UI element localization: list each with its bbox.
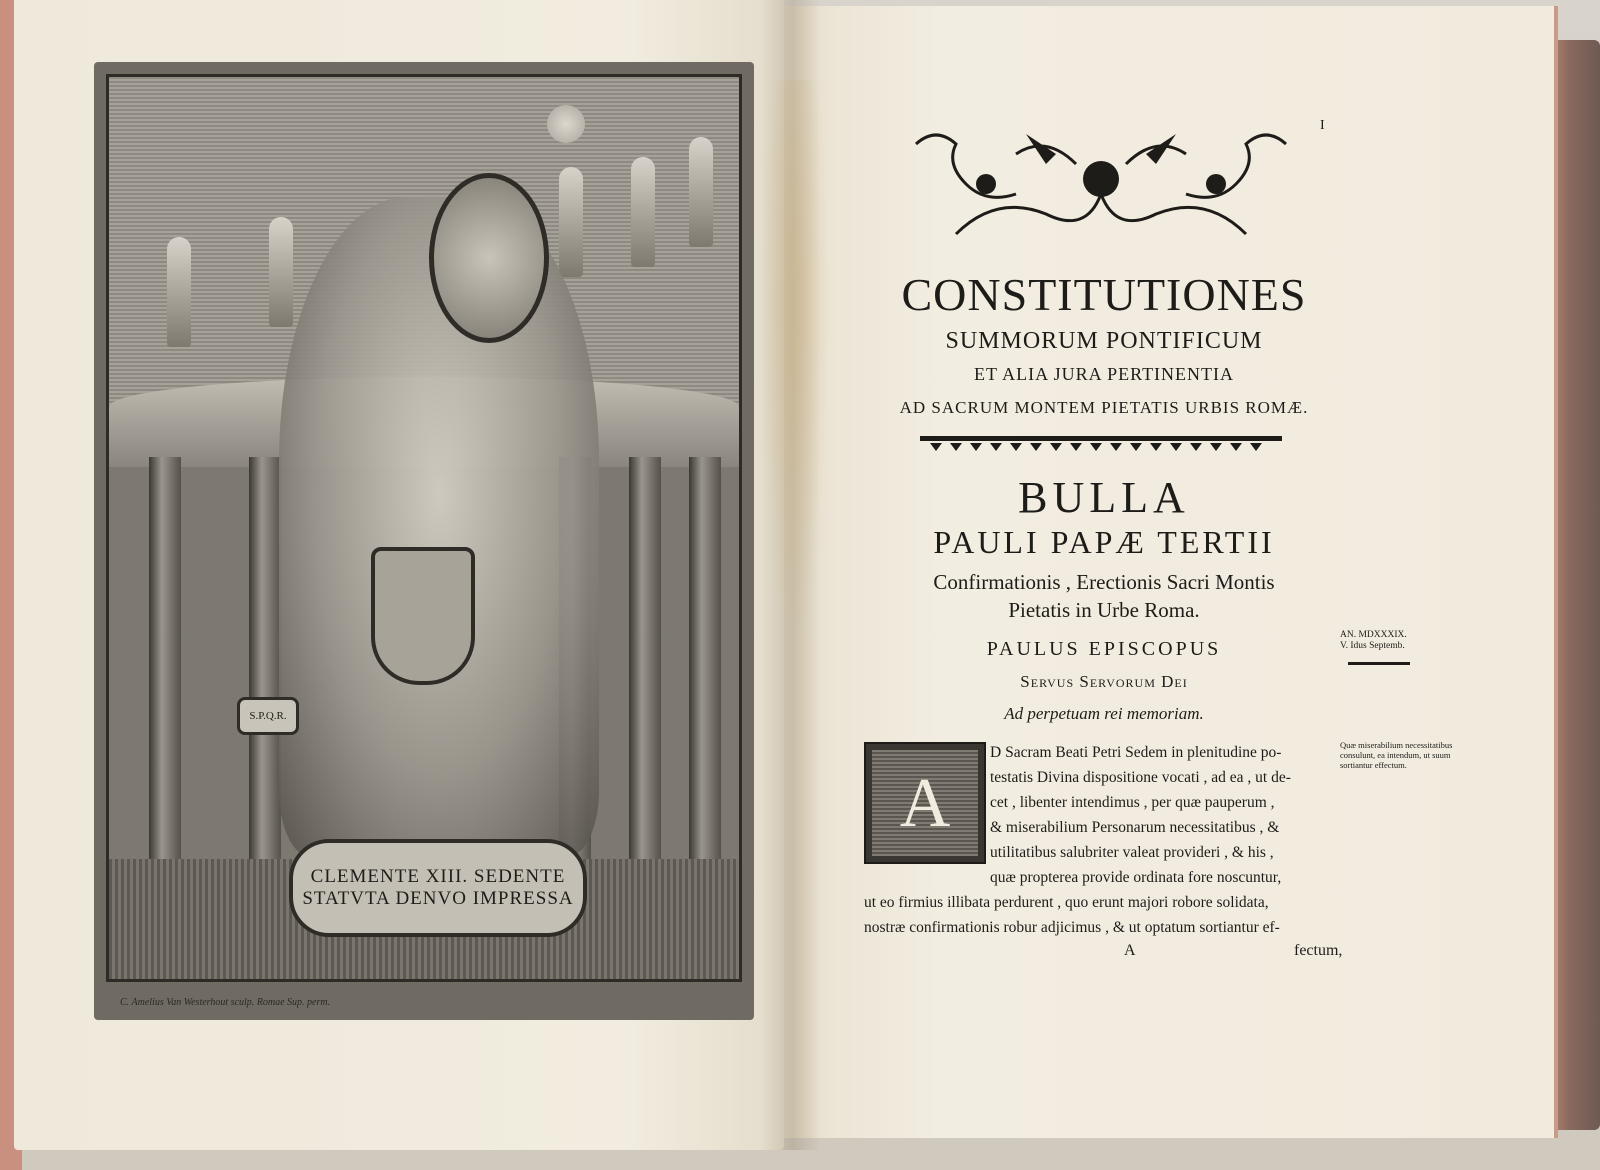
cartouche-line-2: STATVTA DENVO IMPRESSA <box>302 888 574 909</box>
cartouche-line-1: CLEMENTE XIII. SEDENTE <box>310 866 566 887</box>
water-stain <box>760 80 830 640</box>
ornamental-rule-icon <box>920 434 1282 454</box>
column <box>249 457 281 917</box>
statue-figure <box>689 137 713 247</box>
episcopus-heading: PAULUS EPISCOPUS <box>986 638 1222 660</box>
bulla-heading: BULLA <box>1018 473 1190 522</box>
signature-mark: A <box>1124 942 1136 959</box>
pope-heading: PAULI PAPÆ TERTII <box>933 524 1275 560</box>
subtitle-1: SUMMORUM PONTIFICUM <box>945 328 1263 354</box>
moon-face-icon <box>547 105 585 143</box>
inscription-cartouche <box>289 839 587 937</box>
margin-note-date-line-1: AN. MDXXXIX. <box>1340 630 1407 640</box>
column <box>629 457 661 917</box>
statue-figure <box>167 237 191 347</box>
page-number: I <box>1320 118 1325 133</box>
body-line: cet , libenter intendimus , per quæ pauperum , <box>990 794 1275 811</box>
engraver-caption: C. Amelius Van Westerhout sculp. Romae Sup. perm. <box>120 997 331 1008</box>
coat-of-arms-shield <box>371 547 475 685</box>
drop-cap-letter: A <box>899 765 951 842</box>
frontispiece-engraving <box>94 62 754 1020</box>
column <box>149 457 181 917</box>
margin-note-date <box>1340 630 1460 652</box>
spqr-shield: S.P.Q.R. <box>237 697 299 735</box>
margin-note-summary: Quæ miserabilium necessitatibus consulunt, ea intendum, ut suum sortiantur effectum. <box>1340 740 1453 770</box>
statue-figure <box>631 157 655 267</box>
body-line: & miserabilium Personarum necessitatibus , & <box>990 819 1280 836</box>
body-line: ut eo firmius illibata perdurent , quo erunt majori robore solidata, <box>864 894 1269 911</box>
subtitle-3: AD SACRUM MONTEM PIETATIS URBIS ROMÆ. <box>899 398 1309 417</box>
column <box>689 457 721 917</box>
servus-line: Servus Servorum Dei <box>1020 672 1188 691</box>
subtitle-2: ET ALIA JURA PERTINENTIA <box>973 364 1235 384</box>
confirmation-line-1: Confirmationis , Erectionis Sacri Montis <box>933 570 1275 594</box>
body-line: quæ propterea provide ordinata fore noscuntur, <box>990 869 1282 886</box>
confirmation-line-2: Pietatis in Urbe Roma. <box>1008 598 1200 622</box>
catchword: fectum, <box>1294 942 1343 959</box>
left-page <box>14 0 784 1150</box>
drop-cap-woodcut <box>864 742 986 864</box>
margin-note-date-line-2: V. Idus Septemb. <box>1340 641 1405 651</box>
body-line: testatis Divina dispositione vocati , ad ea , ut de- <box>990 769 1291 786</box>
portrait-medallion <box>429 173 549 343</box>
statue-figure <box>559 167 583 277</box>
engraving-frame <box>106 74 742 982</box>
main-title: CONSTITUTIONES <box>901 269 1307 320</box>
statue-figure <box>269 217 293 327</box>
body-line: D Sacram Beati Petri Sedem in plenitudine po- <box>990 744 1282 761</box>
right-page <box>784 6 1558 1138</box>
margin-rule <box>1348 662 1410 665</box>
memoriam-line: Ad perpetuam rei memoriam. <box>1004 704 1204 723</box>
body-line: utilitatibus salubriter valeat provideri , & his , <box>990 844 1274 861</box>
headpiece-ornament-icon <box>896 124 1306 254</box>
body-line: nostræ confirmationis robur adjicimus , & ut optatum sortiantur ef- <box>864 919 1280 936</box>
